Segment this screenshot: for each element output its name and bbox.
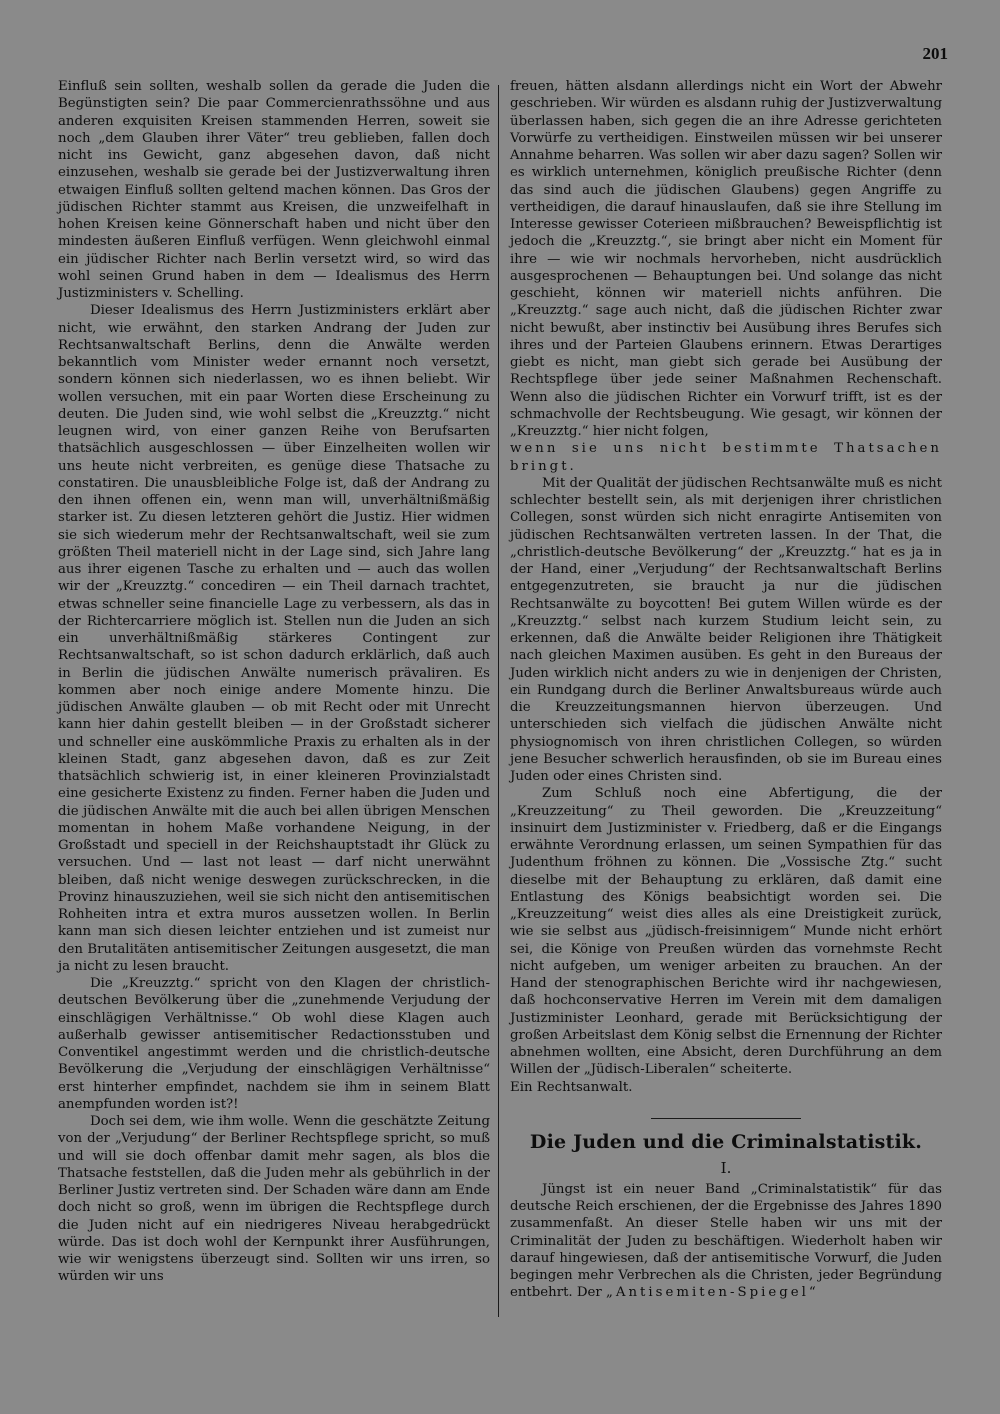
emphasized-title: „Antisemiten-Spiegel“ <box>606 1285 819 1301</box>
emphasized-paragraph: wenn sie uns nicht bestimmte Thatsachen bringt. <box>510 441 942 474</box>
paragraph: Einfluß sein sollten, weshalb sollen da gerade die Juden die Begünstigten sein? Die paar Commercienrathssöhne und aus anderen exquisiten Kreisen stammenden Herren, soweit sie noch „dem Glauben ihrer Väter“ treu geblieben, fallen doch nicht ins Gewicht, ganz abgesehen davon, daß nicht einzusehen, weshalb sie gerade bei der Justizverwaltung ihren etwaigen Einfluß sollten geltend machen können. Das Gros der jüdischen Richter stammt aus Kreisen, die unzweifelhaft in hohen Kreisen keine Gönnerschaft haben und nicht über den mindesten äußeren Einfluß verfügen. Wenn gleichwohl einmal ein jüdischer Richter nach Berlin versetzt wird, so wird das wohl seinen Grund haben in dem — Idealismus des Herrn Justizministers v. Schelling. <box>58 79 490 301</box>
paragraph: Dieser Idealismus des Herrn Justizministers erklärt aber nicht, wie erwähnt, den starken Andrang der Juden zur Rechtsanwaltschaft Berlins, denn die Anwälte werden bekanntlich vom Minister weder ernannt noch versetzt, sondern können sich niederlassen, wo es ihnen beliebt. Wir wollen versuchen, mit ein paar Worten diese Erscheinung zu deuten. Die Juden sind, wie wohl selbst die „Kreuzztg.“ nicht leugnen wird, von einer ganzen Reihe von Berufsarten thatsächlich ausgeschlossen — über Einzelheiten wollen wir uns heute nicht verbreiten, es genüge diese Thatsache zu constatiren. Die unausbleibliche Folge ist, daß der Andrang zu den ihnen offenen ein, wenn man will, unverhältnißmäßig starker ist. Zu diesen letzteren gehört die Justiz. Hier widmen sie sich wiederum mehr der Rechtsanwaltschaft, weil sie zum größten Theil materiell nicht in der Lage sind, sich Jahre lang aus ihrer eigenen Tasche zu erhalten und — auch das wollen wir der „Kreuzztg.“ concediren — ein Theil darnach trachtet, etwas schneller seine financielle Lage zu verbessern, als das in der Richtercarriere möglich ist. Stellen nun die Juden an sich ein unverhältnißmäßig stärkeres Contingent zur Rechtsanwaltschaft, so ist schon dadurch erklärlich, daß auch in Berlin die jüdischen Anwälte numerisch prävaliren. Es kommen aber noch einige andere Momente hinzu. Die jüdischen Anwälte glauben — ob mit Recht oder mit Unrecht kann hier dahin gestellt bleiben — in der Großstadt sicherer und schneller eine auskömmliche Praxis zu erhalten als in der kleinen Stadt, ganz abgesehen davon, daß es zur Zeit thatsächlich schwierig ist, in einer kleineren Provinzialstadt eine gesicherte Existenz zu finden. Ferner haben die Juden und die jüdischen Anwälte mit die auch bei allen übrigen Menschen momentan in hohem Maße vorhandene Neigung, in der Großstadt und speciell in der Reichshauptstadt ihr Glück zu versuchen. Und — last not least — darf nicht unerwähnt bleiben, daß nicht wenige deswegen zurückschrecken, in die Provinz hinauszuziehen, weil sie sich nicht den antisemitischen Rohheiten intra et extra muros aussetzen wollen. In Berlin kann man sich diesen leichter entziehen und ist zumeist nur den Brutalitäten antisemitischer Zeitungen ausgesetzt, die man ja nicht zu lesen braucht. <box>58 303 490 974</box>
paragraph: Doch sei dem, wie ihm wolle. Wenn die geschätzte Zeitung von der „Verjudung“ der Berliner Rechtspflege spricht, so muß und will sie doch offenbar damit mehr sagen, als blos die Thatsache feststellen, daß die Juden mehr als gebührlich in der Berliner Justiz vertreten sind. Der Schaden wäre dann am Ende doch nicht so groß, wenn im übrigen die Rechtspflege durch die Juden nicht auf ein niedrigeres Niveau herabgedrückt würde. Das ist doch wohl der Kernpunkt ihrer Ausführungen, wie wir wenigstens überzeugt sind. Sollten wir uns irren, so würden wir uns <box>58 1114 490 1285</box>
page-number: 201 <box>922 44 948 63</box>
article-part-number: I. <box>720 1158 732 1177</box>
paragraph-text: Jüngst ist ein neuer Band „Criminalstatistik“ für das deutsche Reich erschienen, der die Ergebnisse des Jahres 1890 zusammenfaßt. An dieser Stelle haben wir uns mit der Criminalität der Juden zu beschäftigen. Wiederholt haben wir darauf hingewiesen, daß der antisemitische Vorwurf, die Juden begingen mehr Verbrechen als die Christen, jeder Begründung entbehrt. Der <box>510 1181 942 1301</box>
left-column <box>58 78 490 1286</box>
author-signature: Ein Rechtsanwalt. <box>510 1079 633 1095</box>
right-column <box>510 78 942 1302</box>
paragraph: Mit der Qualität der jüdischen Rechtsanwälte muß es nicht schlechter bestellt sein, als mit derjenigen ihrer christlichen Collegen, sonst würden sich nicht enragirte Antisemiten von jüdischen Rechtsanwälten vertreten lassen. In der That, die „christlich-deutsche Bevölkerung“ der „Kreuzztg.“ hat es ja in der Hand, einer „Verjudung“ der Rechtsanwaltschaft Berlins entgegenzutreten, sie braucht ja nur die jüdischen Rechtsanwälte zu boycotten! Bei gutem Willen würde es der „Kreuzztg.“ selbst nach kurzem Studium leicht sein, zu erkennen, daß die Anwälte beider Religionen ihre Thätigkeit nach gleichen Maximen ausüben. Es geht in den Bureaus der Juden wirklich nicht anders zu wie in denjenigen der Christen, ein Rundgang durch die Berliner Anwaltsbureaus würde auch die Kreuzzeitungsmannen hiervon überzeugen. Und unterschieden sich vielfach die jüdischen Anwälte nicht physiognomisch von ihren christlichen Collegen, so würden jene Besucher schwerlich herausfinden, ob sie im Bureau eines Juden oder eines Christen sind. <box>510 475 942 784</box>
paragraph: freuen, hätten alsdann allerdings nicht ein Wort der Abwehr geschrieben. Wir würden es alsdann ruhig der Justizverwaltung überlassen haben, sich gegen die an ihre Adresse gerichteten Vorwürfe zu vertheidigen. Einstweilen müssen wir bei unserer Annahme beharren. Was sollen wir aber dazu sagen? Sollen wir es wirklich unternehmen, königlich preußische Richter (denn das sind auch die jüdischen Glaubens) gegen Angriffe zu vertheidigen, die darauf hinauslaufen, daß sie ihre Stellung im Interesse gewisser Coterieen mißbrauchen? Beweispflichtig ist jedoch die „Kreuzztg.“, sie bringt aber nicht ein Moment für ihre — wie wir nochmals hervorheben, nicht ausdrücklich ausgesprochenen — Behauptungen bei. Und solange das nicht geschieht, können wir materiell nichts anführen. Die „Kreuzztg.“ sage auch nicht, daß die jüdischen Richter zwar nicht bewußt, aber instinctiv bei Ausübung ihres Berufes sich ihres und der Parteien Glaubens erinnern. Etwas Derartiges giebt es nicht, man giebt sich gerade bei Ausübung der Rechtspflege über jede seiner Maßnahmen Rechenschaft. Wenn also die jüdischen Richter ein Vorwurf trifft, ist es der schmachvolle der Rechtsbeugung. Wie gesagt, wir können der „Kreuzztg.“ hier nicht folgen, <box>510 79 942 439</box>
article-title: Die Juden und die Criminalstatistik. <box>529 1130 923 1153</box>
paragraph <box>510 1181 942 1302</box>
article-separator <box>651 1118 801 1119</box>
paragraph: Die „Kreuzztg.“ spricht von den Klagen der christlich-deutschen Bevölkerung über die „zunehmende Verjudung der einschlägigen Verhältnisse.“ Ob wohl diese Klagen auch außerhalb gewisser antisemitischer Redactionsstuben und Conventikel angestimmt werden und die christlich-deutsche Bevölkerung die „Verjudung der einschlägigen Verhältnisse“ erst hinterher empfindet, nachdem sie ihm in seinem Blatt anempfunden worden ist?! <box>58 976 490 1112</box>
paragraph: Zum Schluß noch eine Abfertigung, die der „Kreuzzeitung“ zu Theil geworden. Die „Kreuzzeitung“ insinuirt dem Justizminister v. Friedberg, daß er die Eingangs erwähnte Verordnung erlassen, um seinen Sympathien für das Judenthum fröhnen zu können. Die „Vossische Ztg.“ sucht dieselbe mit der Behauptung zu erklären, daß damit eine Entlastung des Königs beabsichtigt worden sei. Die „Kreuzzeitung“ weist dies alles als eine Dreistigkeit zurück, wie sie selbst aus „jüdisch-freisinnigem“ Munde nicht erhört sei, die Könige von Preußen würden das vornehmste Recht nicht aufgeben, um weniger arbeiten zu brauchen. An der Hand der stenographischen Berichte wird ihr nachgewiesen, daß hochconservative Herren im Verein mit dem damaligen Justizminister Leonhard, gerade mit Berücksichtigung der großen Arbeitslast dem König selbst die Ernennung der Richter abnehmen wollten, eine Absicht, deren Durchführung an dem Willen der „Jüdisch-Liberalen“ scheiterte. <box>510 786 942 1078</box>
column-divider <box>498 85 499 1317</box>
